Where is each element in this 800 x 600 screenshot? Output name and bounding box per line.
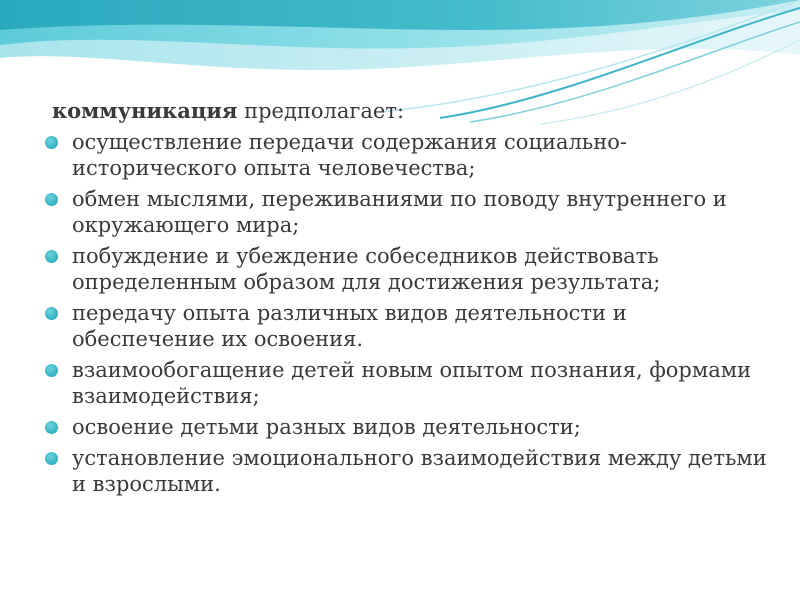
list-item <box>42 186 772 238</box>
bullet-list <box>42 129 772 497</box>
intro-term: коммуникация <box>52 98 238 123</box>
bullet-icon <box>45 452 58 465</box>
list-item-text: обмен мыслями, переживаниями по поводу внутреннего и окружающего мира; <box>72 187 727 237</box>
intro-rest: предполагает: <box>237 99 405 123</box>
list-item <box>42 414 772 440</box>
list-item-text: осуществление передачи содержания социально-исторического опыта человечества; <box>72 130 627 180</box>
list-item-text: взаимообогащение детей новым опытом познания, формами взаимодействия; <box>72 358 752 408</box>
list-item-text: установление эмоционального взаимодействия между детьми и взрослыми. <box>72 446 767 496</box>
bullet-icon <box>45 421 58 434</box>
intro-line <box>52 98 772 124</box>
bullet-icon <box>45 307 58 320</box>
list-item <box>42 357 772 409</box>
bullet-icon <box>45 193 58 206</box>
list-item <box>42 243 772 295</box>
list-item <box>42 129 772 181</box>
list-item <box>42 445 772 497</box>
list-item-text: побуждение и убеждение собеседников действовать определенным образом для достижения результата; <box>72 244 661 294</box>
list-item <box>42 300 772 352</box>
bullet-icon <box>45 136 58 149</box>
list-item-text: передачу опыта различных видов деятельности и обеспечение их освоения. <box>72 301 627 351</box>
bullet-icon <box>45 364 58 377</box>
slide-body <box>42 98 772 502</box>
list-item-text: освоение детьми разных видов деятельности; <box>72 415 581 439</box>
bullet-icon <box>45 250 58 263</box>
